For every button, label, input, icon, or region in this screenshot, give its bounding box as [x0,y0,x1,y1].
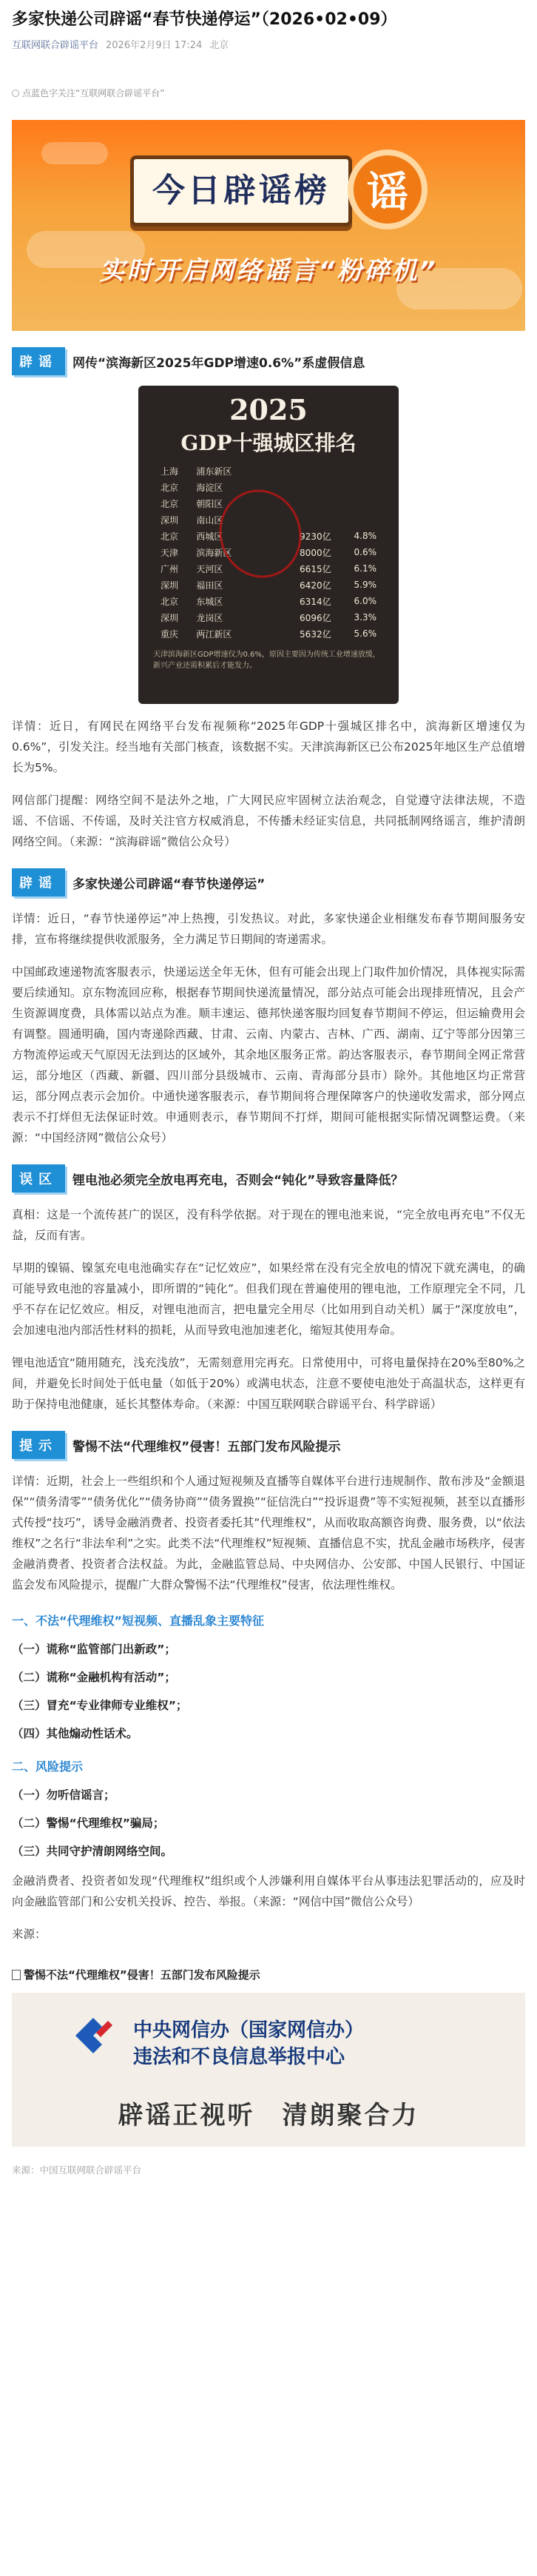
section-tag: 误区 [12,1164,65,1193]
ranking-cell: 海淀区 [196,482,223,493]
ranking-cell: 两江新区 [196,628,232,640]
list-item: （四）其他煽动性话术。 [12,1727,138,1740]
ranking-row [161,609,376,625]
section-tag: 提示 [12,1431,65,1459]
list-item: （二）警惕“代理维权”骗局； [12,1817,165,1830]
section2-detail: 详情：近日，“春节快递停运”冲上热搜，引发热议。对此，多家快递企业相继发布春节期间服务安排，宣布将继续提供收派服务，全力满足节日期间的寄递需求。 [12,912,525,946]
ranking-row [161,463,376,479]
ranking-cell: 6314亿 [300,596,331,607]
section-header-1 [12,347,525,375]
ranking-cell [331,495,376,511]
section-header-4 [12,1431,525,1459]
follow-note-text: 点蓝色字关注“互联网联合辟谣平台” [22,88,165,98]
report-center-line2: 违法和不良信息举报中心 [133,2046,345,2068]
ranking-cell [331,511,376,528]
section-tag: 辟谣 [12,347,65,375]
ranking-cell: 东城区 [196,596,223,607]
ranking-cell: 广州 [161,563,179,574]
ranking-row [161,593,376,609]
related-link[interactable] [12,1967,525,1982]
report-center-card [12,1993,525,2147]
slogan: 辟谣正视听 清朗聚合力 [118,2101,419,2130]
ranking-cell: 天津 [161,547,179,558]
ranking-row [161,625,376,642]
ranking-cell: 3.3% [354,612,376,623]
list-item: （三）共同守护清朗网络空间。 [12,1845,173,1858]
section4-source: 来源： [12,1928,47,1941]
ranking-cell: 6420亿 [300,580,331,591]
section-header-2 [12,868,525,896]
ranking-cell: 西城区 [196,531,223,542]
ranking-cell: 8000亿 [300,547,331,558]
ranking-cell: 福田区 [196,580,223,591]
ranking-cell: 滨海新区 [196,547,232,558]
ranking-cell: 深圳 [161,514,179,526]
article-meta [12,37,525,51]
list-item: （一）谎称“监管部门出新政”； [12,1643,176,1656]
ranking-cell: 北京 [161,482,179,493]
rumor-badge-icon [348,150,428,229]
section-title: 锂电池必须完全放电再充电，否则会“钝化”导致容量降低？ [72,1173,404,1188]
subheading-risk: 二、风险提示 [12,1760,84,1774]
banner-badge-text: 谣 [367,168,408,217]
article-title: 多家快递公司辟谣“春节快递停运”（2026•02•09） [12,10,397,29]
section-tag: 辟谣 [12,868,65,896]
ranking-cell: 上海 [161,466,179,477]
follow-icon [12,90,19,97]
ranking-cell: 深圳 [161,580,179,591]
account-link[interactable]: 互联网联合辟谣平台 [12,40,99,51]
section1-detail: 详情：近日，有网民在网络平台发布视频称“2025年GDP十强城区排名中，滨海新区增速仅为0.6%”，引发关注。经当地有关部门核查，该数据不实。天津滨海新区已公布2025年地区生产总值增长为5%。 [12,720,525,774]
ranking-cell: 南山区 [196,514,223,526]
section2-carriers: 中国邮政速递物流客服表示，快递运送全年无休，但有可能会出现上门取件加价情况，具体视实际需要后续通知。京东物流回应称，根据春节期间快递流量情况，部分站点可能会出现排班情况，且会产生资源调度费，具体需以站点为准。顺丰速运、德邦快递客服均回复春节期间不停运，但运输费用会有调整。圆通明确，国内寄递除西藏、甘肃、云南、内蒙古、吉林、广西、湖南、辽宁等部分因第三方物流停运或天气原因无法到达的区域外，其余地区服务正常。韵达客服表示，春节期间全网正常营运，部分地区（西藏、新疆、四川部分县级城市、云南、青海部分县市）除外。其他地区均正常营运，部分网点表示会加价。中通快递客服表示，春节期间将合理保障客户的快递收发需求，部分网点表示不打烊但无法保证时效。申通则表示，春节期间不打烊，期间可能根据实际情况调整运费。（来源：“中国经济网”微信公众号） [12,965,525,1144]
banner-main-text: 今日辟谣榜 [152,172,330,209]
section3-advice: 锂电池适宜“随用随充，浅充浅放”，无需刻意用完再充。日常使用中，可将电量保持在20%至80%之间，并避免长时间处于低电量（如低于20%）或满电状态，注意不要使电池处于高温状态，这样更有助于保持电池健康，延长其整体寿命。（来源：中国互联网联合辟谣平台、科学辟谣） [12,1356,525,1411]
ranking-cell: 5.9% [354,580,376,590]
follow-note[interactable] [12,87,525,99]
publish-date: 2026年2月9日 17:24 [106,40,203,51]
ranking-cell: 深圳 [161,612,179,623]
list-item: （一）勿听信谣言； [12,1788,115,1802]
ranking-cell [268,479,331,495]
banner-subtitle: 实时开启网络谣言“粉碎机” [99,256,438,286]
ranking-cell [331,479,376,495]
chart-title: GDP十强城区排名 [180,431,357,455]
ranking-cell: 6615亿 [300,563,331,574]
ranking-cell: 4.8% [354,531,376,541]
section4-report: 金融消费者、投资者如发现“代理维权”组织或个人涉嫌利用自媒体平台从事违法犯罪活动的，应及时向金融监管部门和公安机关投诉、控告、举报。（来源：“网信中国”微信公众号） [12,1874,525,1908]
ranking-cell [331,463,376,479]
subheading-features: 一、不法“代理维权”短视频、直播乱象主要特征 [12,1614,265,1628]
section-header-3 [12,1164,525,1193]
section-title: 网传“滨海新区2025年GDP增速0.6%”系虚假信息 [72,355,365,371]
ranking-cell [268,463,331,479]
section1-reminder: 网信部门提醒：网络空间不是法外之地，广大网民应牢固树立法治观念，自觉遵守法律法规，不造谣、不信谣、不传谣，及时关注官方权威消息，不传播未经证实信息，共同抵制网络谣言，维护清朗网络空间。（来源：“滨海辟谣”微信公众号） [12,794,525,848]
chart-year: 2025 [229,393,308,426]
gdp-ranking-image [138,386,399,704]
related-link-text: 警惕不法“代理维权”侵害！五部门发布风险提示 [24,1968,260,1982]
section3-explain: 早期的镍镉、镍氢充电电池确实存在“记忆效应”，如果经常在没有完全放电的情况下就充满电，的确可能导致电池的容量减小，即所谓的“钝化”。但我们现在普遍使用的锂电池，工作原理完全不同，几乎不存在记忆效应。相反，对锂电池而言，把电量完全用尽（比如用到自动关机）属于“深度放电”，会加速电池内部活性材料的损耗，从而导致电池加速老化，缩短其使用寿命。 [12,1261,525,1337]
ranking-cell: 天河区 [196,563,223,574]
section4-detail: 详情：近期，社会上一些组织和个人通过短视频及直播等自媒体平台进行违规制作、散布涉及“金额退保”“债务清零”“债务优化”“债务协商”“债务置换”“征信洗白”“投诉退费”等不实短视频，甚至以直播形式传授“技巧”，诱导金融消费者、投资者委托其“代理维权”，从而收取高额咨询费、服务费，以“依法维权”之名行“非法牟利”之实。此类不法“代理维权”短视频、直播信息不实，扰乱金融市场秩序，侵害金融消费者、投资者合法权益。为此，金融监管总局、中央网信办、公安部、中国人民银行、中国证监会发布风险提示，提醒广大群众警惕不法“代理维权”侵害，依法理性维权。 [12,1475,525,1591]
ranking-cell: 重庆 [161,628,179,640]
ranking-cell: 6.1% [354,563,376,574]
list-item: （二）谎称“金融机构有活动”； [12,1671,176,1684]
source-line: 来源：中国互联网联合辟谣平台 [12,2164,142,2176]
ranking-cell: 6.0% [354,596,376,606]
report-center-logo-icon [70,2012,117,2059]
banner-board [130,155,352,227]
ranking-cell: 龙岗区 [196,612,223,623]
section3-truth: 真相：这是一个流传甚广的误区，没有科学依据。对于现在的锂电池来说，“完全放电再充电”不仅无益，反而有害。 [12,1208,525,1242]
document-icon [12,1970,21,1980]
banner-image [12,120,525,331]
report-center-line1: 中央网信办（国家网信办） [133,2019,365,2042]
ranking-row [161,577,376,593]
ranking-cell: 5.6% [354,628,376,639]
list-item: （三）冒充“专业律师专业维权”； [12,1699,188,1712]
ranking-cell: 浦东新区 [196,466,232,477]
publish-location: 北京 [209,40,229,51]
ranking-cell: 6096亿 [300,612,331,623]
section-title: 警惕不法“代理维权”侵害！五部门发布风险提示 [72,1439,341,1455]
section-title: 多家快递公司辟谣“春节快递停运” [72,876,266,892]
ranking-cell: 朝阳区 [196,498,223,509]
ranking-cell: 9230亿 [300,531,331,542]
chart-footnote: 天津滨海新区GDP增速仅为0.6%，原因主要因为传统工业增速放缓，新兴产业还需积累后才能发力。 [153,651,380,670]
ranking-cell: 北京 [161,596,179,607]
ranking-cell: 北京 [161,498,179,509]
ranking-cell: 5632亿 [300,628,331,640]
ranking-cell: 北京 [161,531,179,542]
ranking-cell: 0.6% [354,547,376,557]
